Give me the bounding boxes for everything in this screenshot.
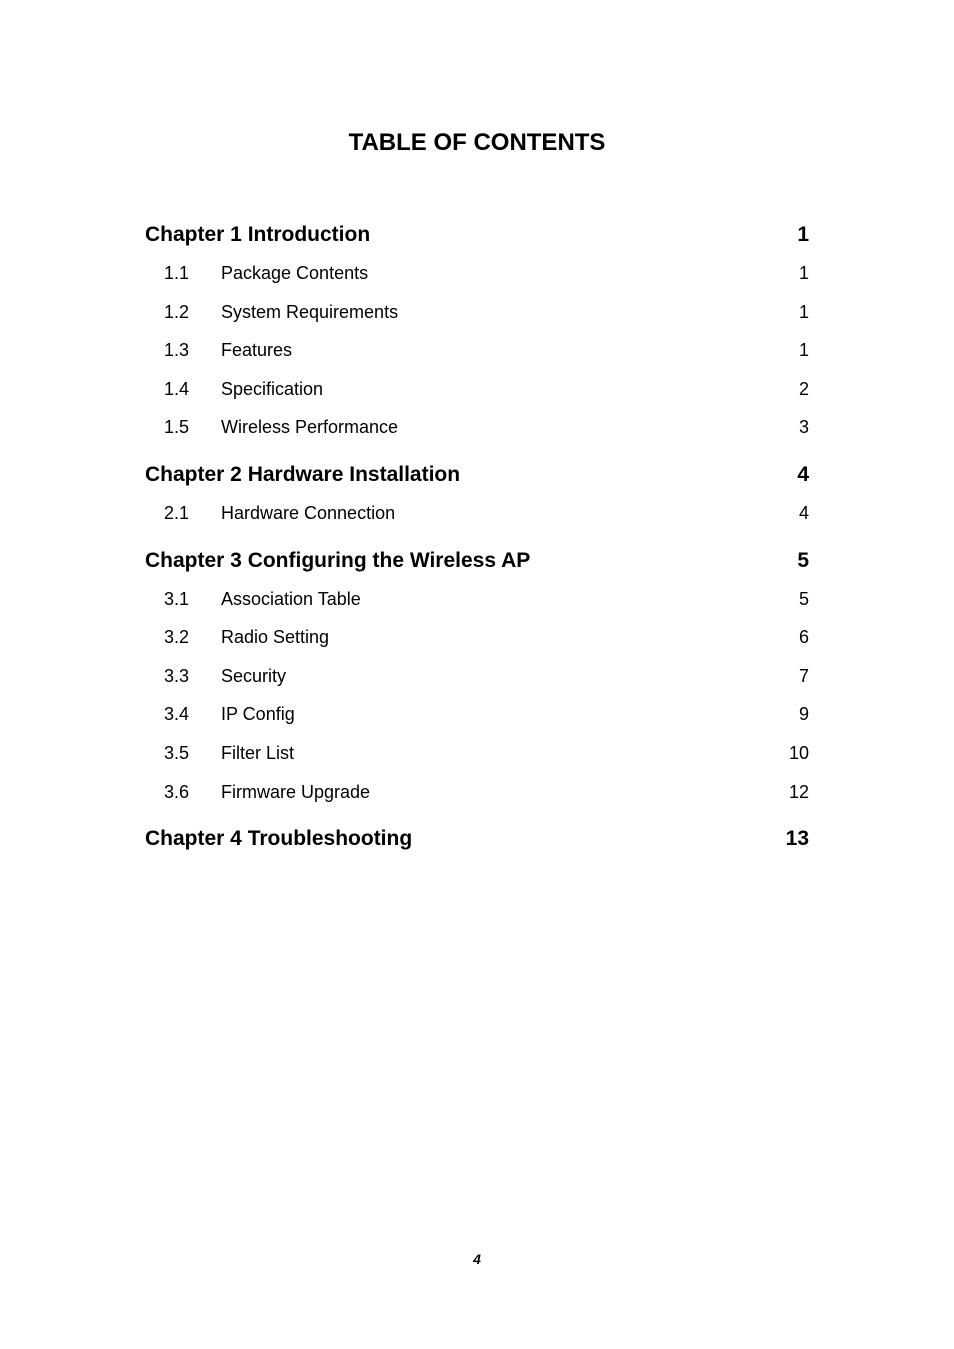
section-entry[interactable]: [145, 773, 809, 812]
toc-chapter: [145, 820, 809, 858]
section-number: 3.2: [164, 627, 190, 648]
section-page-number: 9: [798, 704, 809, 725]
chapter-page-number: 13: [785, 827, 809, 851]
section-number: 3.3: [164, 665, 190, 686]
chapter-title: Chapter 4 Troubleshooting: [145, 827, 413, 851]
toc-chapter: [145, 216, 809, 447]
section-page-number: 10: [788, 742, 809, 763]
section-page-number: 12: [788, 781, 809, 802]
chapter-title: Chapter 1 Introduction: [145, 223, 371, 246]
section-entry[interactable]: [145, 734, 809, 773]
chapter-entry[interactable]: [145, 456, 809, 494]
section-title: Package Contents: [221, 263, 369, 283]
section-page-number: 7: [798, 665, 809, 686]
section-title: Hardware Connection: [221, 502, 396, 523]
section-page-number: 2: [798, 378, 809, 399]
section-number: 1.3: [164, 340, 190, 361]
section-entry[interactable]: [145, 657, 809, 696]
section-title: Radio Setting: [221, 627, 330, 648]
section-number: 3.5: [164, 742, 190, 763]
section-page-number: 6: [798, 627, 809, 648]
section-number: 1.4: [164, 378, 190, 399]
chapter-title: Chapter 2 Hardware Installation: [145, 462, 461, 486]
section-title: Wireless Performance: [221, 417, 399, 438]
section-page-number: 4: [798, 502, 809, 523]
toc-chapter: [145, 456, 809, 533]
section-title: Firmware Upgrade: [221, 781, 371, 802]
chapter-page-number: 1: [797, 223, 809, 246]
section-page-number: 3: [798, 417, 809, 438]
section-title: Specification: [221, 378, 324, 399]
section-number: 3.6: [164, 781, 190, 802]
section-title: Security: [221, 665, 287, 686]
section-number: 3.4: [164, 704, 190, 725]
table-of-contents: [145, 216, 809, 858]
chapter-title: Chapter 3 Configuring the Wireless AP: [145, 548, 531, 572]
section-title: IP Config: [221, 704, 295, 725]
page-title: TABLE OF CONTENTS: [348, 129, 606, 156]
section-entry[interactable]: [145, 370, 809, 409]
section-entry[interactable]: [145, 494, 809, 533]
section-title: Filter List: [221, 742, 295, 763]
chapter-entry[interactable]: [145, 542, 809, 580]
section-page-number: 5: [798, 588, 809, 609]
section-page-number: 1: [798, 301, 809, 322]
chapter-page-number: 4: [797, 462, 809, 486]
chapter-page-number: 5: [797, 548, 809, 572]
section-number: 1.5: [164, 417, 190, 438]
section-entry[interactable]: [145, 331, 809, 370]
section-title: System Requirements: [221, 301, 399, 322]
section-number: 1.1: [164, 263, 190, 283]
section-entry[interactable]: [145, 408, 809, 447]
section-entry[interactable]: [145, 695, 809, 734]
section-entry[interactable]: [145, 254, 809, 293]
chapter-entry[interactable]: [145, 216, 809, 254]
section-entry[interactable]: [145, 580, 809, 619]
footer-page-number: 4: [473, 1251, 481, 1267]
section-entry[interactable]: [145, 618, 809, 657]
section-number: 1.2: [164, 301, 190, 322]
section-entry[interactable]: [145, 293, 809, 332]
toc-chapter: [145, 542, 809, 812]
chapter-entry[interactable]: [145, 820, 809, 858]
section-page-number: 1: [798, 340, 809, 361]
section-title: Features: [221, 340, 293, 361]
section-title: Association Table: [221, 588, 361, 609]
section-number: 3.1: [164, 588, 190, 609]
section-page-number: 1: [798, 263, 809, 283]
section-number: 2.1: [164, 502, 190, 523]
